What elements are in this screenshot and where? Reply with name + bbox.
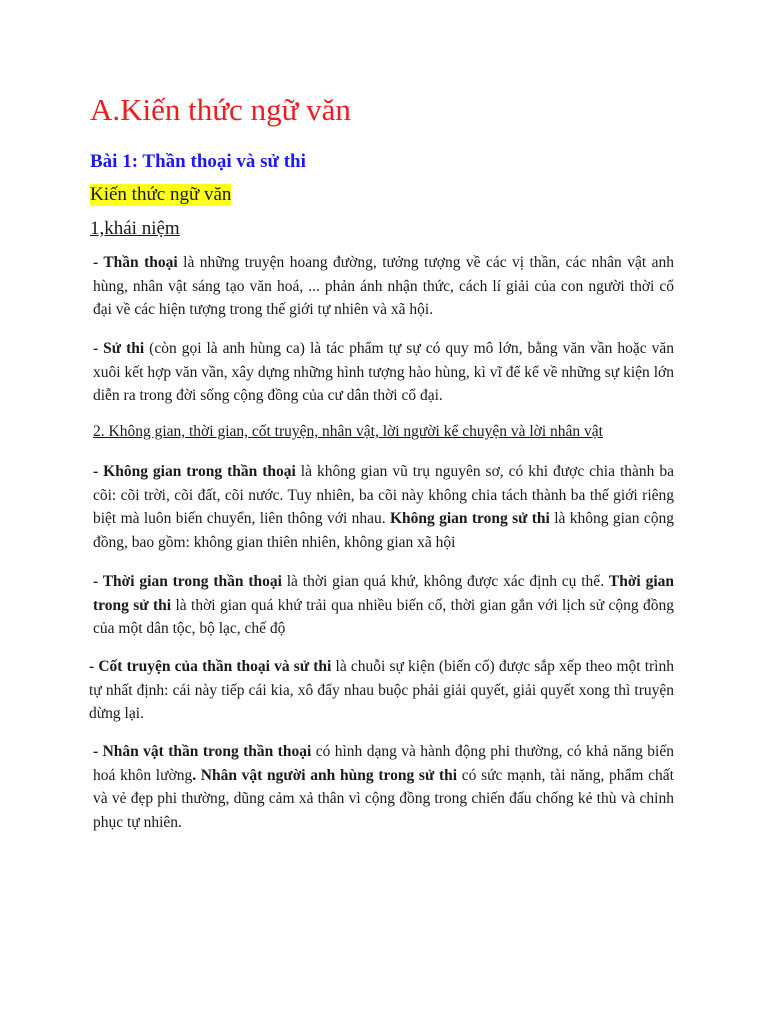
section-heading-concepts: 1,khái niệm — [90, 218, 180, 239]
bold-term: . Nhân vật người anh hùng trong sử thi — [192, 766, 458, 784]
bold-term: - Cốt truyện của thần thoại và sử thi — [89, 658, 332, 675]
paragraph-space — [93, 460, 674, 554]
paragraph-characters — [93, 740, 674, 834]
paragraph-text: là thời gian quá khứ, không được xác định cụ thể. — [281, 573, 609, 590]
highlighted-heading: Kiến thức ngữ văn — [90, 184, 232, 205]
section-heading-elements: 2. Không gian, thời gian, cốt truyện, nhân vật, lời người kể chuyện và lời nhân vật — [93, 423, 603, 440]
bold-term: - Sử thi — [93, 340, 145, 357]
paragraph-plot — [89, 655, 674, 726]
paragraph-text: (còn gọi là anh hùng ca) là tác phẩm tự sự có quy mô lớn, bằng văn vần hoặc văn xuôi kết hợp văn vần, xây dựng những hình tượng hào hùng, kì vĩ để kể về những sự kiện lớn diễn ra trong đời sống cộng đồng của cư dân thời cổ đại. — [93, 340, 674, 404]
bold-term: - Thời gian trong thần thoại — [93, 573, 282, 590]
bold-term: Không gian trong sử thi — [389, 510, 550, 527]
lesson-heading: Bài 1: Thần thoại và sử thi — [90, 151, 306, 172]
bold-term: - Nhân vật thần trong thần thoại — [93, 743, 312, 760]
paragraph-time — [93, 570, 674, 641]
paragraph-text: là không gian vũ trụ nguyên sơ, có khi được chia thành ba cõi: cõi trời, cõi đất, cõi nước. Tuy nhiên, ba cõi này không chia tách thành ba thế giới riêng biệt mà luôn biến chuyển, liên thông với nhau. — [93, 463, 674, 527]
paragraph-text: là những truyện hoang đường, tưởng tượng về các vị thần, các nhân vật anh hùng, nhân vật sáng tạo văn hoá, ... phản ánh nhận thức, cách lí giải của con người thời cổ đại về các hiện tượng trong thế giới tự nhiên và xã hội. — [93, 254, 674, 318]
paragraph-text: có sức mạnh, tài năng, phẩm chất và vẻ đẹp phi thường, dũng cảm xả thân vì cộng đồng trong chiến đấu chống kẻ thù và chinh phục tự nhiên. — [93, 766, 674, 831]
bold-term: - Thần thoại — [93, 254, 178, 271]
bold-term: - Không gian trong thần thoại — [93, 463, 296, 480]
paragraph-text: là không gian cộng đồng, bao gồm: không gian thiên nhiên, không gian xã hội — [93, 510, 674, 551]
paragraph-text: là thời gian quá khứ trải qua nhiều biến cố, thời gian gắn với lịch sử cộng đồng của một dân tộc, bộ lạc, chế độ — [93, 596, 674, 637]
paragraph-myth-definition — [93, 251, 674, 322]
page-title: A.Kiến thức ngữ văn — [90, 92, 351, 127]
paragraph-text: là chuỗi sự kiện (biến cố) được sắp xếp theo một trình tự nhất định: cái này tiếp cái kia, xô đẩy nhau buộc phải giải quyết, giải quyết xong thì truyện dừng lại. — [89, 658, 674, 722]
paragraph-text: có hình dạng và hành động phi thường, có khả năng biến hoá khôn lường — [93, 743, 674, 784]
paragraph-epic-definition — [93, 337, 674, 408]
bold-term: Thời gian trong sử thi — [93, 573, 674, 614]
